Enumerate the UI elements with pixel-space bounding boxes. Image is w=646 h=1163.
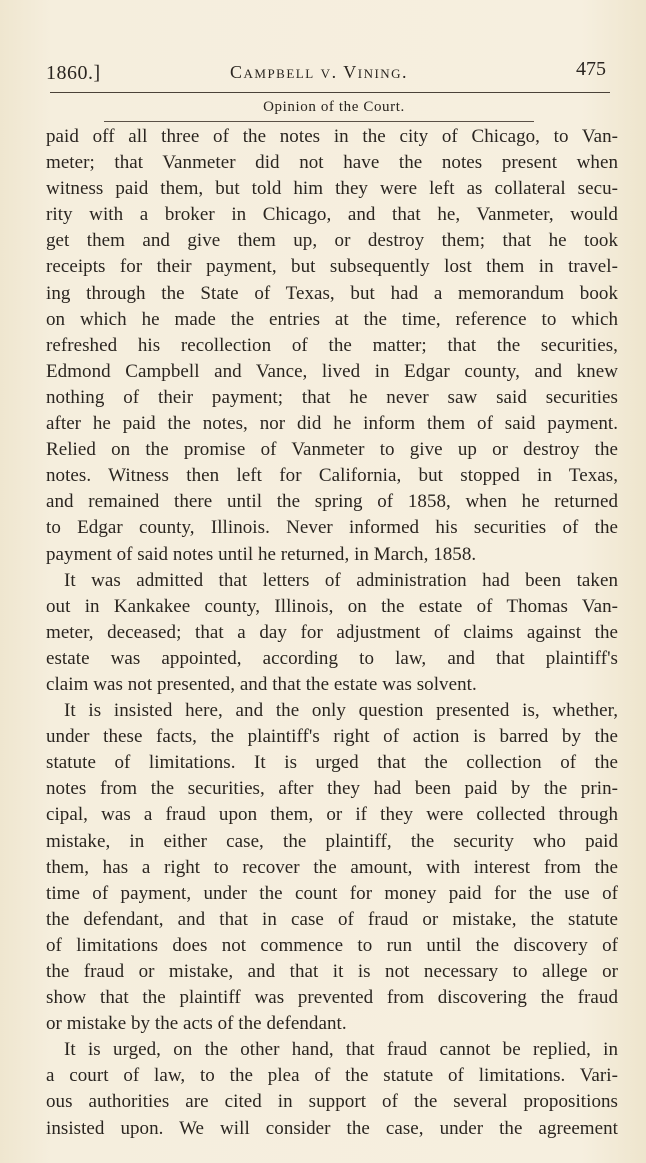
text-line: claim was not presented, and that the estate was solvent. xyxy=(46,673,477,695)
running-head-case-title: Campbell v. Vining. xyxy=(230,62,409,82)
text-line: rity with a broker in Chicago, and that he, Vanmeter, would xyxy=(46,204,618,226)
text-line: of limitations does not commence to run until the discovery of xyxy=(46,934,618,956)
section-heading-text: Opinion of the Court. xyxy=(263,99,405,115)
page-number: 475 xyxy=(576,58,606,80)
text-line: statute of limitations. It is urged that the collection of the xyxy=(46,752,618,774)
paragraph-first-line: It is insisted here, and the only question presented is, whether, xyxy=(64,700,618,722)
text-line: the defendant, and that in case of fraud or mistake, the statute xyxy=(46,908,618,930)
text-line: meter, deceased; that a day for adjustment of claims against the xyxy=(46,621,618,643)
text-line: notes from the securities, after they had been paid by the prin- xyxy=(46,778,618,800)
text-line: Relied on the promise of Vanmeter to give up or destroy the xyxy=(46,439,618,461)
text-line: after he paid the notes, nor did he inform them of said payment. xyxy=(46,413,618,435)
text-line: ous authorities are cited in support of the several propositions xyxy=(46,1091,618,1113)
running-head-year: 1860.] xyxy=(46,62,101,84)
text-line: a court of law, to the plea of the statute of limitations. Vari- xyxy=(46,1065,618,1087)
text-line: meter; that Vanmeter did not have the notes present when xyxy=(46,152,618,174)
text-line: cipal, was a fraud upon them, or if they were collected through xyxy=(46,804,618,826)
text-line: on which he made the entries at the time, reference to which xyxy=(46,308,618,330)
paragraph-first-line: It is urged, on the other hand, that fraud cannot be replied, in xyxy=(64,1039,618,1061)
section-heading xyxy=(0,99,646,116)
text-line: estate was appointed, according to law, and that plaintiff's xyxy=(46,647,618,669)
text-line: ing through the State of Texas, but had a memorandum book xyxy=(46,282,618,304)
text-line: Edmond Campbell and Vance, lived in Edgar county, and knew xyxy=(46,360,618,382)
text-line: insisted upon. We will consider the case, under the agreement xyxy=(46,1117,618,1139)
text-line: time of payment, under the count for money paid for the use of xyxy=(46,882,618,904)
text-line: out in Kankakee county, Illinois, on the estate of Thomas Van- xyxy=(46,595,618,617)
text-line: them, has a right to recover the amount, with interest from the xyxy=(46,856,618,878)
text-line: mistake, in either case, the plaintiff, the security who paid xyxy=(46,830,618,852)
header-rule xyxy=(50,92,610,93)
text-line: paid off all three of the notes in the city of Chicago, to Van- xyxy=(46,126,618,147)
section-rule xyxy=(104,121,534,122)
text-line: to Edgar county, Illinois. Never informed his securities of the xyxy=(46,517,618,539)
text-line: nothing of their payment; that he never saw said securities xyxy=(46,386,618,408)
text-line: show that the plaintiff was prevented from discovering the fraud xyxy=(46,987,618,1009)
paragraph-first-line: It was admitted that letters of administration had been taken xyxy=(64,569,618,591)
text-line: the fraud or mistake, and that it is not necessary to allege or xyxy=(46,961,618,982)
text-line: payment of said notes until he returned, in March, 1858. xyxy=(46,543,477,565)
text-line: witness paid them, but told him they were left as collateral secu- xyxy=(46,178,618,200)
text-line: get them and give them up, or destroy them; that he took xyxy=(46,230,618,252)
text-line: receipts for their payment, but subsequently lost them in travel- xyxy=(46,256,618,278)
text-line: notes. Witness then left for California, but stopped in Texas, xyxy=(46,465,618,487)
text-line: and remained there until the spring of 1858, when he returned xyxy=(46,491,618,513)
text-line: under these facts, the plaintiff's right of action is barred by the xyxy=(46,726,618,748)
opinion-body xyxy=(46,124,618,1142)
text-line: refreshed his recollection of the matter; that the securities, xyxy=(46,334,618,356)
running-head xyxy=(46,58,614,88)
text-line: or mistake by the acts of the defendant. xyxy=(46,1013,347,1035)
